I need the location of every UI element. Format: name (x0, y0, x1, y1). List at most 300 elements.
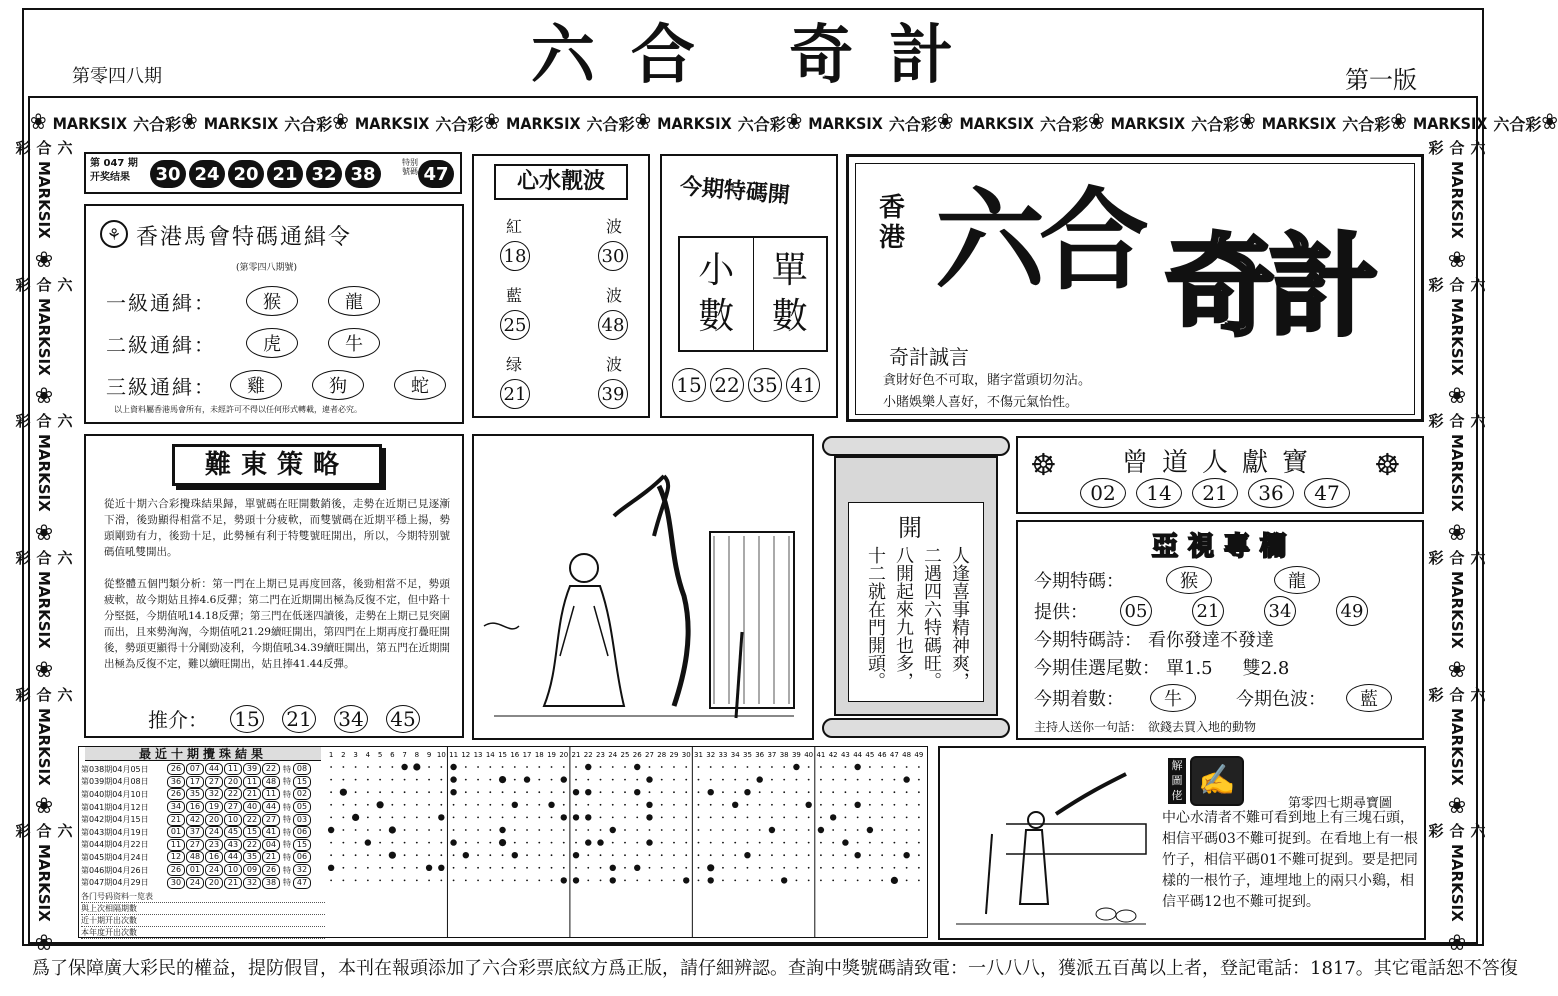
grid-hit-dot (573, 789, 579, 795)
grid-special-dot (413, 763, 420, 770)
grid-dot (465, 779, 467, 781)
grid-dot (747, 779, 749, 781)
grid-col-header: 3 (353, 751, 358, 759)
grid-dot (832, 766, 834, 768)
grid-dot (330, 766, 332, 768)
grid-dot (881, 766, 883, 768)
scroll-line: 二遇四六特碼旺。 (921, 546, 942, 690)
grid-dot (722, 842, 724, 844)
strip-text-en: MARKSIX (1448, 434, 1466, 513)
grid-hit-dot (634, 764, 640, 770)
grid-dot (710, 804, 712, 806)
grid-dot (330, 880, 332, 882)
column-special-row (1034, 566, 1320, 594)
grid-dot (624, 779, 626, 781)
grid-dot (722, 880, 724, 882)
grid-col-header: 39 (791, 751, 801, 759)
grid-dot (685, 854, 687, 856)
grid-dot (489, 842, 491, 844)
grid-dot (367, 766, 369, 768)
scroll-line: 八開起來九也多， (893, 546, 914, 690)
grid-col-header: 11 (449, 751, 459, 759)
motto-line-2: 小賭娛樂人喜好，不傷元氣怡性。 (883, 395, 1079, 410)
grid-dot (893, 766, 895, 768)
grid-dot (796, 804, 798, 806)
attr-count-2: 數 (771, 296, 808, 337)
strip-text-en: MARKSIX (1448, 161, 1466, 239)
history-ball: 40 (243, 801, 261, 813)
grid-dot (698, 779, 700, 781)
grid-col-header: 40 (804, 751, 814, 759)
flower-icon: ❀ (483, 110, 501, 135)
history-ball: 11 (243, 776, 261, 788)
grid-dot (379, 867, 381, 869)
right-swirl-icon: ☸ (1374, 448, 1401, 483)
grid-dot (796, 842, 798, 844)
grid-dot (881, 804, 883, 806)
flower-icon: ❀ (34, 794, 54, 820)
grid-dot (600, 804, 602, 806)
history-special-ball: 06 (293, 851, 311, 863)
strip-text-zh: 六合彩 (1426, 413, 1487, 429)
strip-text-zh: 六合彩 (13, 276, 74, 292)
strip-text-zh: 六合彩 (284, 114, 333, 134)
grid-dot (685, 791, 687, 793)
history-footer-label: 近十期开出次數 (81, 915, 325, 927)
strip-text-en: MARKSIX (1412, 113, 1488, 133)
grid-dot (355, 842, 357, 844)
grid-dot (502, 817, 504, 819)
grid-dot (906, 804, 908, 806)
grid-dot (502, 804, 504, 806)
grid-dot (881, 854, 883, 856)
grid-dot (563, 842, 565, 844)
grid-dot (747, 867, 749, 869)
grid-dot (636, 854, 638, 856)
grid-hit-dot (401, 764, 407, 770)
grid-dot (832, 804, 834, 806)
grid-dot (416, 842, 418, 844)
history-row (81, 788, 325, 801)
grid-dot (465, 867, 467, 869)
history-ball: 30 (167, 877, 185, 889)
grid-dot (502, 854, 504, 856)
grid-dot (759, 867, 761, 869)
grid-dot (551, 779, 553, 781)
grid-dot (563, 804, 565, 806)
grid-dot (624, 804, 626, 806)
history-rows (81, 763, 325, 889)
grid-col-header: 9 (426, 751, 432, 759)
grid-dot (710, 854, 712, 856)
grid-hit-dot (450, 839, 456, 845)
grid-dot (906, 766, 908, 768)
grid-dot (673, 867, 675, 869)
grid-dot (416, 854, 418, 856)
scroll-poem (862, 546, 972, 696)
edition-label: 第一版 (1345, 66, 1417, 94)
strip-text-zh: 六合彩 (1426, 823, 1487, 839)
grid-dot (600, 854, 602, 856)
history-row (81, 826, 325, 839)
grid-dot (820, 766, 822, 768)
history-row-label: 第044期04月22日 (81, 840, 149, 850)
grid-col-header: 10 (436, 751, 446, 759)
grid-dot (893, 779, 895, 781)
grid-col-header: 6 (390, 751, 395, 759)
flower-icon: ❀ (34, 931, 54, 957)
grid-dot (453, 817, 455, 819)
grid-dot (624, 854, 626, 856)
grid-dot (575, 829, 577, 831)
special-open-ball: 22 (710, 368, 744, 402)
grid-hit-dot (585, 814, 591, 820)
grid-col-header: 18 (534, 751, 544, 759)
grid-hit-dot (610, 827, 616, 833)
recommend-label: 推介： (148, 708, 208, 732)
strategy-recommend (148, 704, 438, 733)
grid-dot (783, 779, 785, 781)
grid-hit-dot (438, 814, 444, 820)
grid-dot (783, 766, 785, 768)
grid-dot (330, 817, 332, 819)
history-ball: 27 (224, 801, 242, 813)
strategy-para-1: 從近十期六合彩攪珠結果歸，單號碼在旺開數銷後，走勢在近期已見逐漸下滑，後勁顯得相當不足，勢頭十分疲軟，而雙號碼在近期平穩上揚，勢頭剛勁有力，後勁十足，此勢極有利于特雙號旺開出，所以，今期特别號碼值吼雙開出。 (104, 498, 450, 558)
results-issue: 第 047 期 (90, 158, 138, 169)
grid-dot (783, 867, 785, 869)
grid-dot (734, 817, 736, 819)
grid-dot (355, 779, 357, 781)
grid-dot (893, 829, 895, 831)
grid-dot (845, 867, 847, 869)
grid-dot (453, 880, 455, 882)
grid-col-header: 42 (828, 751, 838, 759)
history-ball: 24 (205, 826, 223, 838)
history-ball: 35 (243, 851, 261, 863)
strip-text-zh: 六合彩 (586, 114, 635, 134)
grid-dot (526, 880, 528, 882)
grid-dot (330, 854, 332, 856)
grid-dot (391, 880, 393, 882)
puzzle-box (938, 746, 1426, 940)
history-special-label: 特 (283, 865, 291, 875)
flower-icon: ❀ (1541, 110, 1558, 135)
grid-dot (881, 880, 883, 882)
grid-dot (428, 854, 430, 856)
history-ball: 22 (224, 788, 242, 800)
flower-icon: ❀ (1390, 110, 1407, 135)
history-row-label: 第041期04月12日 (81, 802, 149, 812)
grid-dot (869, 880, 871, 882)
column-special-label: 今期特碼： (1034, 571, 1124, 592)
grid-dot (869, 867, 871, 869)
history-ball: 21 (167, 814, 185, 826)
flower-icon: ❀ (1447, 931, 1467, 957)
daoren-ball: 36 (1248, 478, 1294, 508)
grid-dot (563, 791, 565, 793)
grid-dot (906, 842, 908, 844)
history-ball: 41 (262, 826, 280, 838)
grid-col-header: 14 (485, 751, 495, 759)
grid-dot (734, 829, 736, 831)
grid-hit-dot (548, 802, 554, 808)
column-tail-label: 今期佳選尾數： (1034, 658, 1160, 679)
result-ball: 20 (228, 160, 264, 188)
grid-dot (367, 817, 369, 819)
grid-hit-dot (842, 839, 848, 845)
history-row-label: 第047期04月29日 (81, 878, 149, 888)
scroll-line: 人逢喜事精神爽， (949, 546, 970, 690)
history-ball: 27 (205, 776, 223, 788)
grid-dot (649, 880, 651, 882)
grid-dot (342, 867, 344, 869)
grid-dot (624, 842, 626, 844)
grid-col-header: 35 (742, 751, 752, 759)
grid-hit-dot (708, 877, 714, 883)
grid-dot (893, 854, 895, 856)
grid-dot (355, 791, 357, 793)
issue-number: 第零四八期 (72, 66, 162, 87)
strategy-para-2: 從整體五個門類分析：第一門在上期已見再度回落，後勁相當不足，勢頭疲軟，故今期姑且捧4.6反彈；第二門在近期開出極為反復不定，但中路十分堅挺，今期值吼14.18反彈；第三門在低迷四讀後，走勢在上期已見突圍而出，且來勢洶洶，今期值吼21.29續旺開出，第四門在上期再度打疊旺開後，勢頭更顯得十分剛勁凌利，今期值吼34.39續旺開出，第五門在近期開出極為反復不定，難以續旺開出，姑且捧41.44反彈。 (104, 578, 450, 670)
grid-dot (465, 791, 467, 793)
grid-col-header: 32 (706, 751, 716, 759)
grid-dot (771, 779, 773, 781)
attr-count: 數 (698, 296, 735, 337)
grid-dot (649, 829, 651, 831)
grid-dot (661, 854, 663, 856)
grid-dot (342, 829, 344, 831)
grid-dot (808, 779, 810, 781)
grid-dot (685, 829, 687, 831)
wanted-level-label: 三級通緝： (106, 374, 216, 399)
daoren-ball: 14 (1136, 478, 1182, 508)
grid-col-header: 36 (755, 751, 765, 759)
grid-dot (538, 791, 540, 793)
grid-dot (465, 829, 467, 831)
grid-dot (832, 867, 834, 869)
grid-dot (514, 829, 516, 831)
history-ball: 27 (186, 839, 204, 851)
grid-dot (869, 791, 871, 793)
strip-text-en: MARKSIX (35, 571, 53, 649)
grid-dot (575, 842, 577, 844)
grid-dot (759, 766, 761, 768)
special-label: 特别號碼 (402, 158, 418, 176)
history-ball: 24 (186, 877, 204, 889)
grid-col-header: 49 (914, 751, 924, 759)
wanted-zodiac: 猴 (246, 286, 298, 316)
grid-dot (489, 829, 491, 831)
grid-dot (563, 829, 565, 831)
grid-dot (551, 791, 553, 793)
grid-dot (710, 829, 712, 831)
grid-special-dot (499, 776, 506, 783)
wave-label-row (494, 352, 634, 375)
grid-dot (661, 880, 663, 882)
grid-dot (526, 791, 528, 793)
grid-dot (342, 854, 344, 856)
history-footer-label: 與上次相隔期數 (81, 903, 325, 915)
column-color: 藍 (1346, 684, 1392, 712)
history-footer-label: 本年度开出次數 (81, 927, 325, 939)
grid-col-header: 17 (522, 751, 532, 759)
grid-dot (600, 867, 602, 869)
grid-dot (551, 854, 553, 856)
grid-dot (734, 867, 736, 869)
wanted-level-label: 二級通緝： (106, 332, 216, 357)
grid-dot (918, 804, 920, 806)
grid-dot (342, 817, 344, 819)
grid-dot (906, 880, 908, 882)
grid-dot (551, 880, 553, 882)
grid-dot (367, 880, 369, 882)
grid-dot (355, 854, 357, 856)
special-open-ball: 41 (786, 368, 820, 402)
grid-dot (355, 766, 357, 768)
column-title: 亞視專欄 (1151, 532, 1296, 562)
grid-hit-dot (867, 827, 873, 833)
flower-icon: ❀ (34, 247, 54, 273)
grid-dot (771, 854, 773, 856)
grid-dot (391, 817, 393, 819)
wave-label: 藍 (506, 286, 523, 305)
grid-col-header: 4 (365, 751, 371, 759)
grid-dot (710, 842, 712, 844)
history-special-label: 特 (283, 815, 291, 825)
logo-box (846, 154, 1424, 422)
history-special-label: 特 (283, 777, 291, 787)
grid-dot (440, 880, 442, 882)
grid-dot (783, 829, 785, 831)
grid-dot (857, 829, 859, 831)
grid-hit-dot (854, 852, 860, 858)
history-ball: 36 (167, 776, 185, 788)
grid-dot (808, 829, 810, 831)
grid-dot (416, 829, 418, 831)
history-ball: 37 (186, 826, 204, 838)
grid-hit-dot (450, 776, 456, 782)
grid-dot (649, 867, 651, 869)
grid-dot (538, 779, 540, 781)
grid-hit-dot (426, 865, 432, 871)
history-special-ball: 15 (293, 776, 311, 788)
wave-ball: 18 (500, 241, 530, 271)
grid-dot (575, 779, 577, 781)
grid-dot (796, 817, 798, 819)
grid-hit-dot (585, 839, 591, 845)
grid-dot (404, 842, 406, 844)
grid-dot (869, 766, 871, 768)
grid-dot (845, 817, 847, 819)
column-poem-row (1034, 626, 1274, 652)
wanted-level-row (106, 280, 446, 322)
grid-hit-dot (903, 852, 909, 858)
puzzle-icon: ✍ (1190, 756, 1244, 806)
grid-dot (624, 766, 626, 768)
scroll-head: 開 (898, 514, 922, 542)
wave-label-2: 波 (605, 355, 622, 374)
grid-dot (918, 854, 920, 856)
grid-dot (391, 791, 393, 793)
grid-dot (600, 880, 602, 882)
grid-col-header: 7 (402, 751, 407, 759)
grid-dot (673, 817, 675, 819)
grid-dot (783, 817, 785, 819)
grid-dot (624, 829, 626, 831)
grid-hit-dot (634, 789, 640, 795)
grid-dot (355, 867, 357, 869)
grid-dot (330, 804, 332, 806)
history-ball: 04 (262, 839, 280, 851)
history-ball: 10 (224, 814, 242, 826)
wave-label-2: 波 (605, 286, 622, 305)
grid-dot (502, 867, 504, 869)
daoren-box (1016, 436, 1424, 514)
result-ball: 30 (150, 160, 186, 188)
left-swirl-icon: ☸ (1030, 448, 1057, 483)
grid-dot (416, 791, 418, 793)
grid-dot (404, 817, 406, 819)
atv-column (1016, 520, 1424, 740)
history-special-label: 特 (283, 802, 291, 812)
grid-dot (367, 829, 369, 831)
history-ball: 20 (205, 877, 223, 889)
grid-dot (869, 842, 871, 844)
grid-dot (759, 854, 761, 856)
history-ball: 01 (186, 864, 204, 876)
grid-dot (379, 880, 381, 882)
grid-dot (869, 779, 871, 781)
daoren-ball: 47 (1304, 478, 1350, 508)
grid-dot (477, 804, 479, 806)
grid-dot (845, 804, 847, 806)
grid-col-header: 47 (889, 751, 899, 759)
grid-col-header: 8 (414, 751, 420, 759)
grid-dot (526, 867, 528, 869)
grid-dot (624, 880, 626, 882)
grid-dot (379, 829, 381, 831)
results-label: 开奖结果 (90, 172, 130, 183)
strip-text-zh: 六合彩 (435, 114, 484, 134)
wanted-level-label: 一級通緝： (106, 290, 216, 315)
wave-label: 绿 (506, 355, 523, 374)
grid-dot (698, 817, 700, 819)
grid-dot (759, 880, 761, 882)
grid-hit-dot (610, 877, 616, 883)
grid-col-header: 20 (559, 751, 569, 759)
grid-col-header: 23 (596, 751, 605, 759)
history-row (81, 763, 325, 776)
grid-dot (661, 817, 663, 819)
special-open-box (660, 154, 838, 418)
history-row-label: 第045期04月24日 (81, 852, 149, 862)
history-ball: 21 (262, 851, 280, 863)
grid-hit-dot (781, 877, 787, 883)
grid-col-header: 44 (853, 751, 863, 759)
history-special-ball: 47 (293, 877, 311, 889)
flower-icon: ❀ (634, 110, 652, 135)
special-open-numbers (672, 368, 824, 402)
grid-dot (857, 842, 859, 844)
grid-dot (355, 829, 357, 831)
column-special-zodiac: 龍 (1274, 566, 1320, 594)
motto-line-1: 貪財好色不可取，賭字當頭切勿沾。 (883, 373, 1092, 388)
footer-notice: 爲了保障廣大彩民的權益，提防假冒，本刊在報頭添加了六合彩票底紋方爲正版，請仔細辨認。查詢中獎號碼請致電：一八八八，獲派五百萬以上者，登記電話：1817。其它電話恕不答復 (32, 958, 1518, 979)
grid-dot (698, 880, 700, 882)
grid-dot (661, 804, 663, 806)
wanted-title: 香港馬會特碼通緝令 (136, 225, 353, 250)
grid-dot (538, 817, 540, 819)
